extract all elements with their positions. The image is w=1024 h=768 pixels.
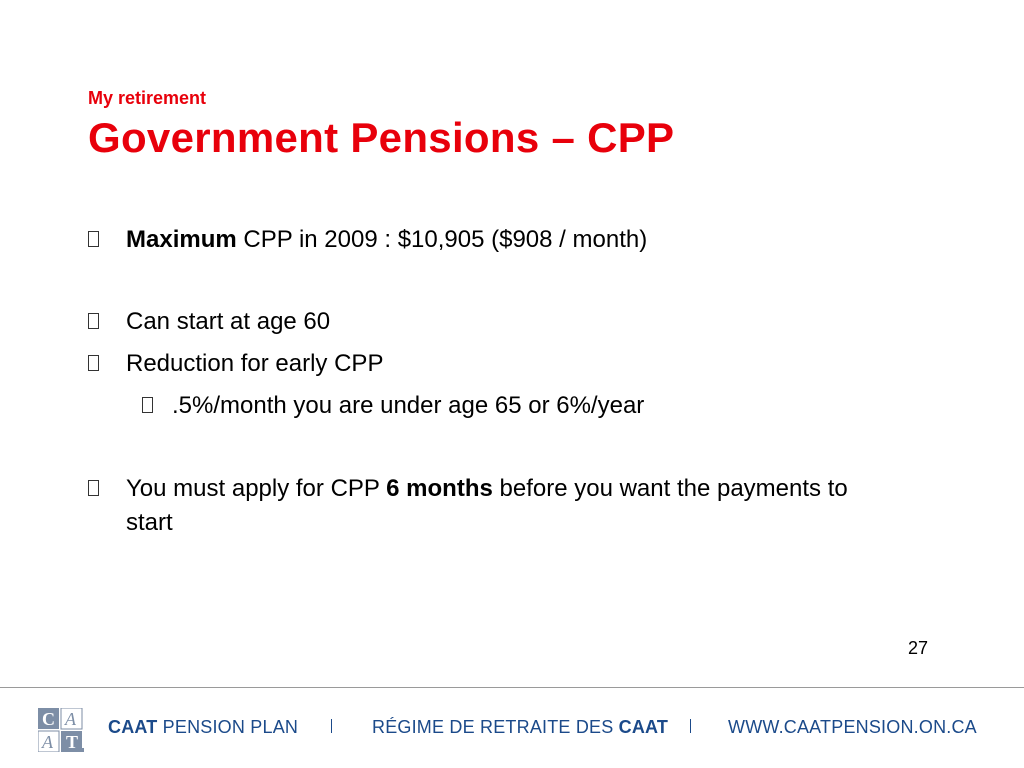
bullet-icon bbox=[88, 231, 99, 247]
bullet-start-age bbox=[88, 305, 888, 339]
bullet-apply-timing bbox=[88, 472, 888, 540]
footer-separator bbox=[690, 719, 691, 733]
bullet-text: Reduction for early CPP bbox=[126, 350, 384, 377]
svg-text:A: A bbox=[42, 732, 53, 752]
svg-text:T: T bbox=[66, 732, 79, 752]
bullet-text: CPP in 2009 : $10,905 ($908 / month) bbox=[236, 226, 648, 253]
sub-bullet-reduction-rate bbox=[88, 389, 888, 423]
bullet-icon bbox=[88, 480, 99, 496]
page-number: 27 bbox=[907, 638, 928, 658]
section-eyebrow: My retirement bbox=[88, 88, 207, 108]
bullet-list bbox=[88, 223, 888, 540]
bullet-maximum-cpp bbox=[88, 223, 888, 257]
slide-title: Government Pensions – CPP bbox=[88, 114, 675, 161]
svg-text:C: C bbox=[42, 709, 55, 729]
footer-separator bbox=[331, 719, 332, 733]
caat-logo-icon bbox=[38, 708, 84, 752]
bullet-icon bbox=[88, 313, 99, 329]
svg-text:A: A bbox=[65, 709, 76, 729]
bullet-reduction bbox=[88, 347, 888, 381]
bullet-bold-text: Maximum bbox=[126, 226, 237, 253]
bullet-bold-text: 6 months bbox=[386, 475, 493, 502]
bullet-text: .5%/month you are under age 65 or 6%/year bbox=[172, 392, 645, 419]
footer-website: WWW.CAATPENSION.ON.CA bbox=[728, 717, 977, 737]
footer-divider bbox=[0, 687, 1024, 688]
footer-brand: CAAT PENSION PLAN bbox=[108, 717, 299, 737]
bullet-text: You must apply for CPP bbox=[126, 475, 387, 502]
bullet-text-end: before you want the payments to start bbox=[126, 475, 848, 536]
footer-regime: RÉGIME DE RETRAITE DES CAAT bbox=[372, 717, 669, 737]
bullet-text: Can start at age 60 bbox=[126, 308, 331, 335]
bullet-icon bbox=[142, 397, 153, 413]
bullet-icon bbox=[88, 355, 99, 371]
footer bbox=[0, 700, 1024, 760]
